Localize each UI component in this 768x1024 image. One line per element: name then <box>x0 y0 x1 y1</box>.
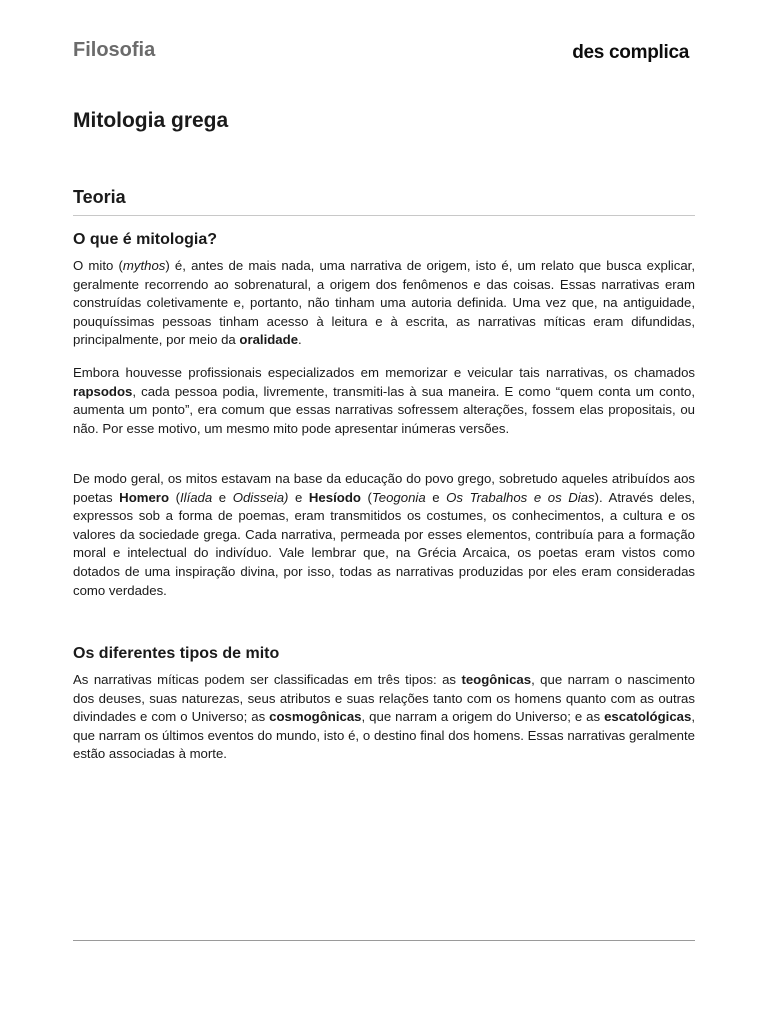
page-header <box>73 37 695 73</box>
descomplica-logo <box>570 37 689 69</box>
document-title: Mitologia grega <box>73 109 229 132</box>
subject-label: Filosofia <box>73 39 156 61</box>
paragraph: As narrativas míticas podem ser classificadas em três tipos: as teogônicas, que narram o nascimento dos deuses, suas naturezas, seus atributos e suas relações tanto com os homens quanto com as outras divindades e com o Universo; as cosmogônicas, que narram a origem do Universo; e as escatológicas, que narram os últimos eventos do mundo, isto é, o destino final dos homens. Essas narrativas geralmente estão associadas à morte. <box>73 672 695 762</box>
section-divider <box>73 215 695 216</box>
section-title: Teoria <box>73 187 126 207</box>
paragraph: O mito (mythos) é, antes de mais nada, uma narrativa de origem, isto é, um relato que busca explicar, geralmente recorrendo ao sobrenatural, a origem dos fenômenos e das coisas. Essas narrativas eram construídas coletivamente e, portanto, não tinham uma autoria definida. Uma vez que, na antiguidade, pouquíssimas pessoas tinham acesso à leitura e à escrita, as narrativas míticas eram difundidas, principalmente, por meio da oralidade. <box>73 258 695 348</box>
logo-badge: des <box>570 38 608 68</box>
subsection-heading-types-of-myth: Os diferentes tipos de mito <box>73 645 280 662</box>
paragraph: Embora houvesse profissionais especializados em memorizar e veicular tais narrativas, os chamados rapsodos, cada pessoa podia, livremente, transmiti-las à sua maneira. E como “quem conta um conto, aumenta um ponto”, era comum que essas narrativas sofressem alterações, fossem elas propositais, ou não. Por esse motivo, um mesmo mito pode apresentar inúmeras versões. <box>73 365 695 436</box>
paragraph: De modo geral, os mitos estavam na base da educação do povo grego, sobretudo aqueles atribuídos aos poetas Homero (Ilíada e Odisseia) e Hesíodo (Teogonia e Os Trabalhos e os Dias). Através deles, expressos sob a forma de poemas, eram transmitidos os costumes, os conhecimentos, a cultura e os valores da sociedade grega. Cada narrativa, permeada por esses elementos, contribuía para a formação moral e intelectual do indivíduo. Vale lembrar que, na Grécia Arcaica, os poetas eram vistos como dotados de uma inspiração divina, por isso, todas as narrativas produzidas por eles eram consideradas como verdades. <box>73 471 695 598</box>
logo-text: complica <box>609 42 689 63</box>
footer-divider <box>73 940 695 941</box>
subsection-heading-what-is-mythology: O que é mitologia? <box>73 231 218 248</box>
